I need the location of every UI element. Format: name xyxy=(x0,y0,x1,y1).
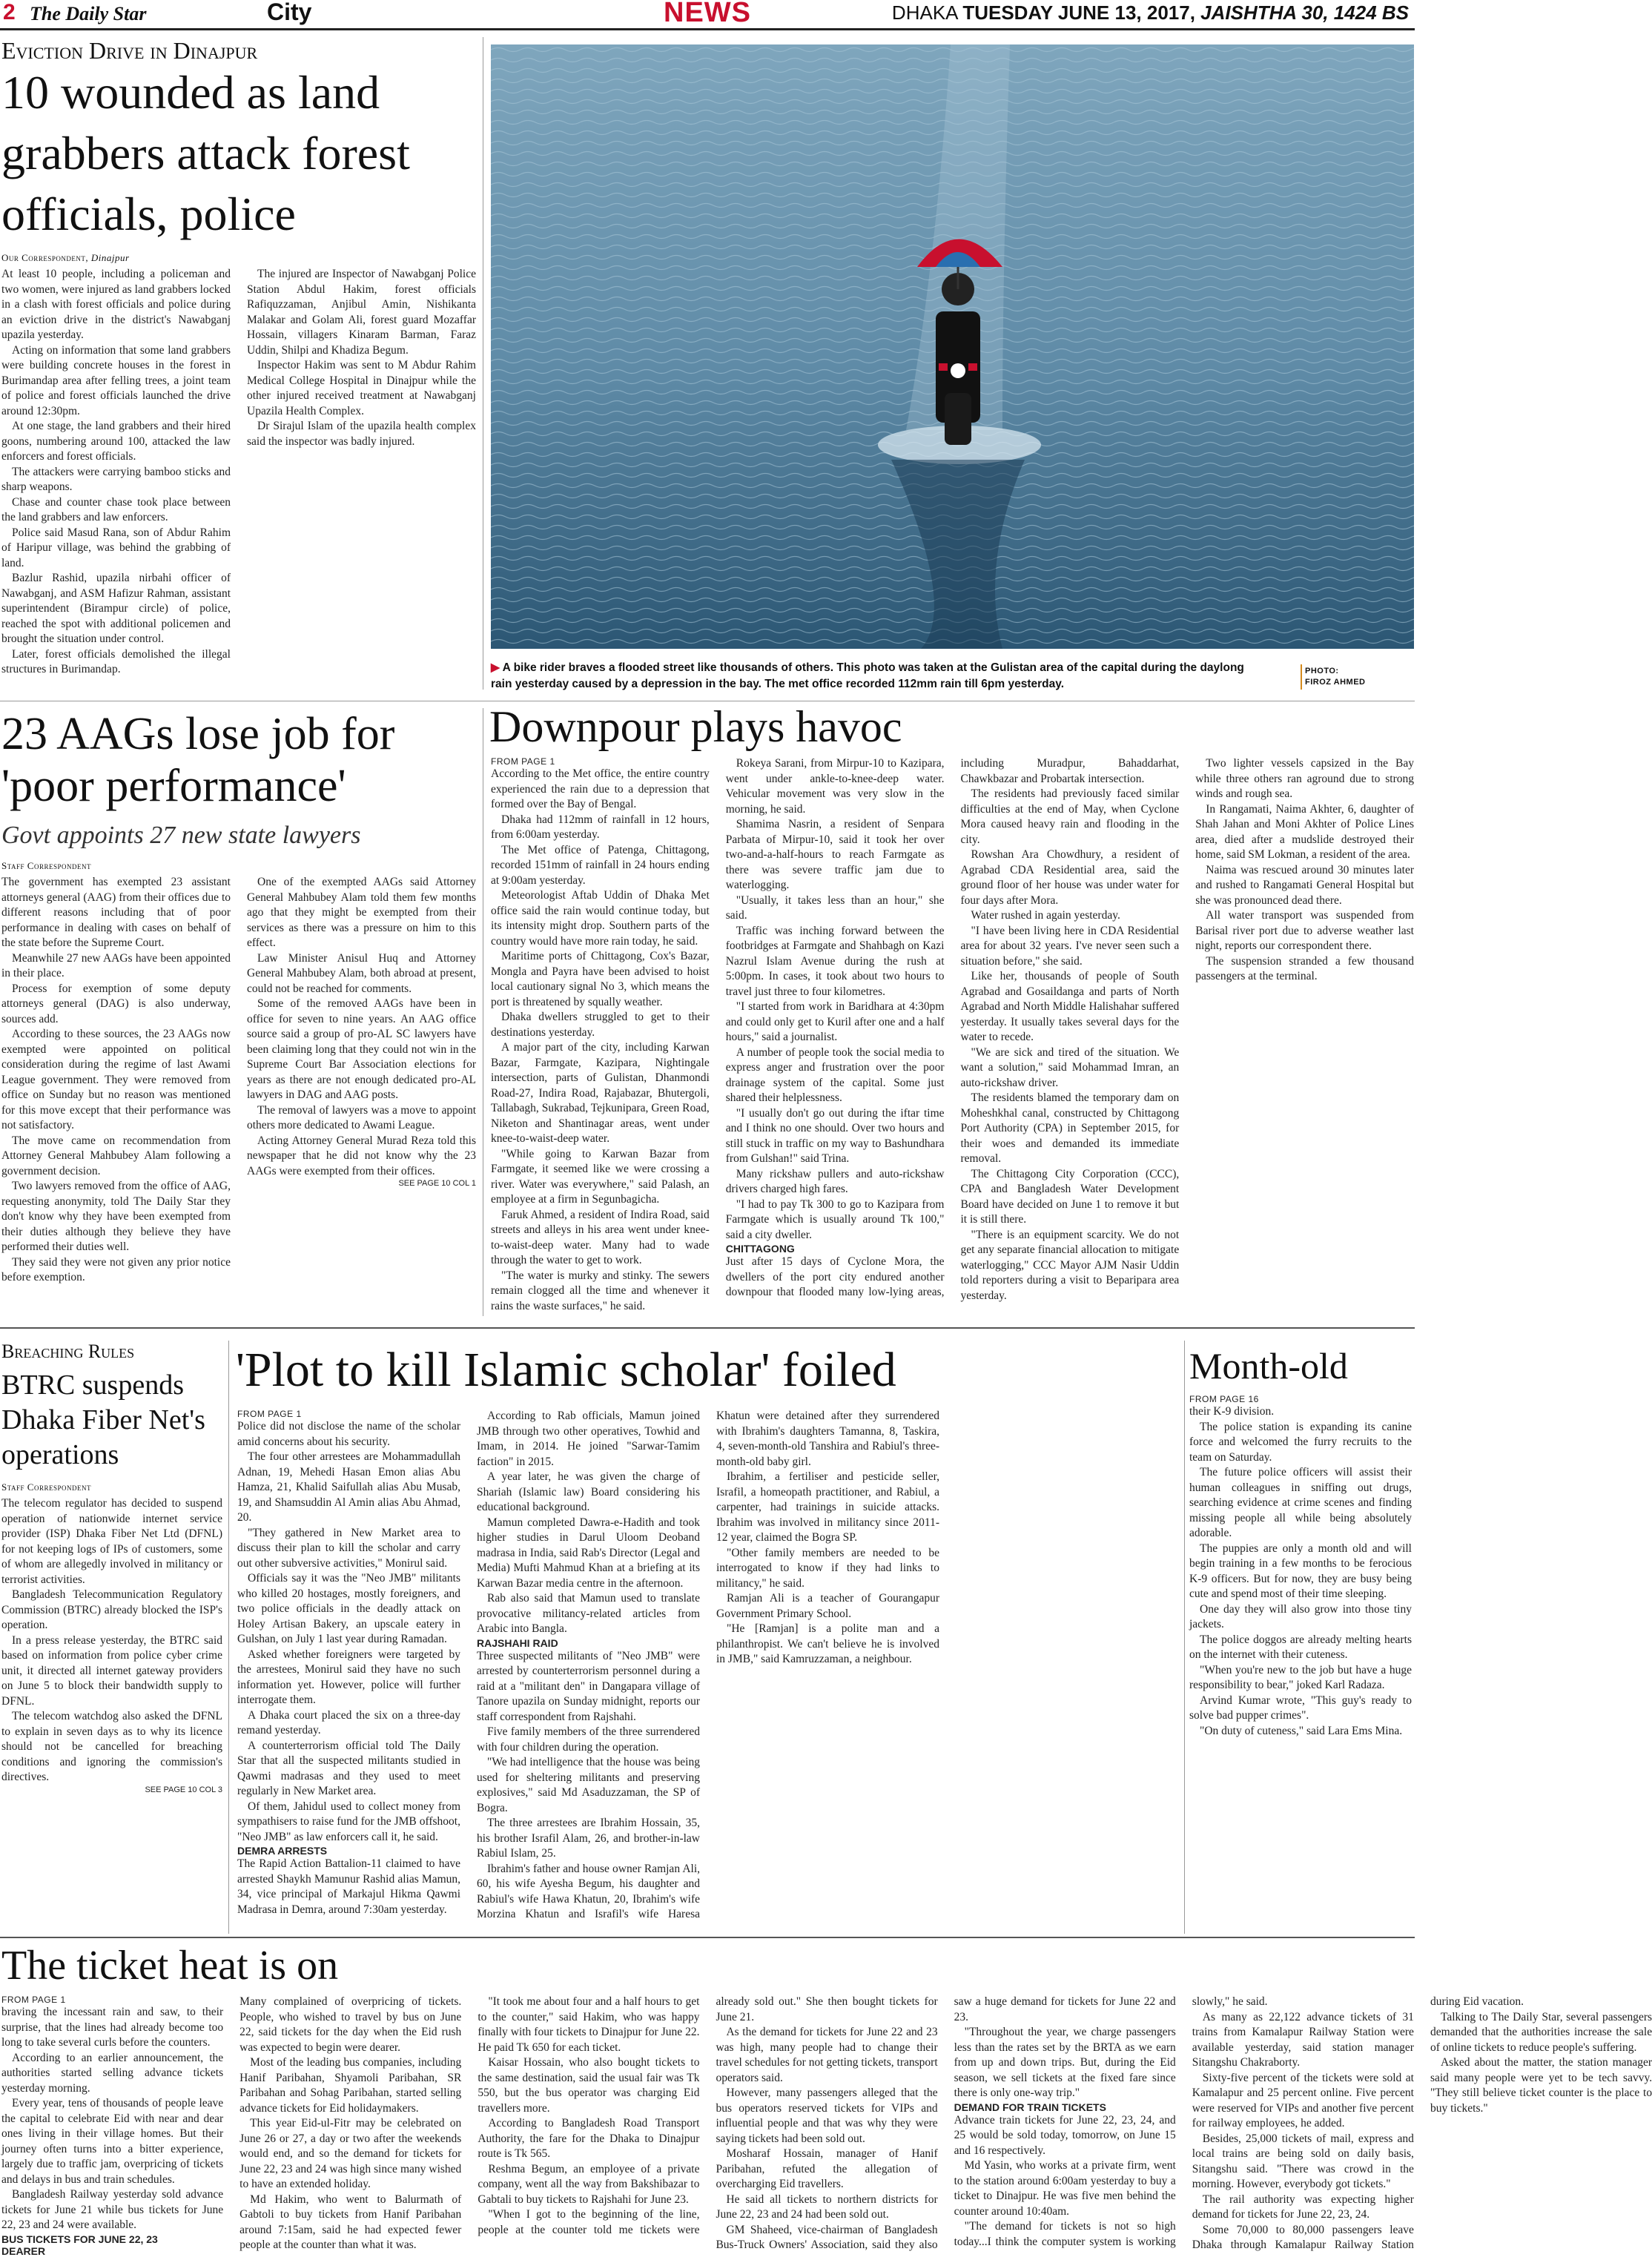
paragraph: According to these sources, the 23 AAGs now exempted were appointed on political consideration during the regime of last Awami League government. They were removed from office on Sunday but no reason was mentioned for this move except that their performance was not satisfactory. xyxy=(1,1028,231,1131)
paragraph: Later, forest officials demolished the illegal structures in Burimandap. xyxy=(1,647,231,675)
paragraph: "I have been living here in CDA Residential area for about 32 years. I've never seen such a situation before," she said. xyxy=(960,924,1180,968)
section-rule xyxy=(0,1327,1415,1329)
paragraph: Just after 15 days of Cyclone Mora, the dwellers of the port city endured another downpour that flooded many low-lying areas, including Muradpur, Bahaddarhat, Chawkbazar and Probartak intersection. xyxy=(725,757,1180,1298)
story6-headline[interactable]: Month-old xyxy=(1189,1345,1348,1387)
story1-headline[interactable]: 10 wounded as land grabbers attack forest officials, police xyxy=(1,66,410,240)
caption-marker-icon: ▶ xyxy=(491,661,503,674)
paragraph: "When I got to the beginning of the line, people at the counter told me tickets were already sold out." She then bought tickets for June 21. xyxy=(478,1995,938,2236)
paragraph: Naima was rescued around 30 minutes later and rushed to Rangamati General Hospital but she was pronounced dead there. xyxy=(1195,863,1414,907)
paragraph: Chase and counter chase took place between the land grabbers and law enforcers. xyxy=(1,495,231,523)
story1-body xyxy=(1,267,476,688)
paragraph: Asked whether foreigners were targeted by the arrestees, Monirul said they have no such information yet. However, police will further interrogate them. xyxy=(237,1648,460,1706)
story5-headline[interactable]: 'Plot to kill Islamic scholar' foiled xyxy=(236,1343,896,1397)
paragraph: A number of people took the social media to express anger and frustration over the poor drainage system of the capital. Some just shared their helplessness. xyxy=(725,1045,945,1104)
paragraph: Like her, thousands of people of South Agrabad and Gosaildanga and parts of North Agrabad and North Middle Halishahar suffered yesterday. It usually takes several days for the water to recede. xyxy=(960,970,1180,1043)
story1-kicker: Eviction Drive in Dinajpur xyxy=(1,37,258,64)
paragraph: Ibrahim's father and house owner Ramjan Ali, 60, his wife Ayesha Begum, his daughter and Rabiul's wife Hawa Khatun, 20, Ibrahim's wife Morzina Khatun and Israfil's wife Haresa Khatun were detained after they surrendered with Ibrahim's daughters Tamanna, 8, Taskira, 4, seven-month-old Tanshira and Rabiul's three-month-old baby girl. xyxy=(477,1410,939,1920)
paragraph: A major part of the city, including Karwan Bazar, Farmgate, Kazipara, Nightingale intersection, parts of Gulistan, Dhanmondi Road-27, Indira Road, Rajabazar, Bhutergoli, Tallabagh, Sukrabad, Tejkunipara, Green Road, Niketon and Shantinagar areas, went under knee-to-waist-deep water. xyxy=(491,1041,710,1145)
paragraph: "We are sick and tired of the situation. We want a solution," said Mohammad Imran, an auto-rickshaw driver. xyxy=(960,1045,1180,1089)
paragraph: A counterterrorism official told The Daily Star that all the suspected militants studied in Qawmi madrasas and they used to meet regularly in New Market area. xyxy=(237,1739,460,1797)
section-name: City xyxy=(267,0,312,25)
paragraph: "I usually don't go out during the iftar time and I think no one should. Over two hours and still stuck in traffic on my way to Bashundhara from Gulshan!" said Trina. xyxy=(725,1106,945,1165)
paragraph: In Rangamati, Naima Akhter, 6, daughter of Shah Jahan and Moni Akhter of Police Lines area, died after a mudslide destroyed their home, said SM Lokman, a resident of the area. xyxy=(1195,802,1414,861)
paragraph: Meanwhile 27 new AAGs have been appointed in their place. xyxy=(1,951,231,979)
paragraph: Acting Attorney General Murad Reza told this newspaper that he did not know why the 23 AAGs were exempted from their offices. xyxy=(247,1134,476,1177)
paragraph: Ramjan Ali is a teacher of Gourangapur Government Primary School. xyxy=(716,1592,939,1620)
paragraph: Two lighter vessels capsized in the Bay while three others ran aground due to strong winds and rough sea. xyxy=(1195,757,1414,800)
paragraph: The suspension stranded a few thousand passengers at the terminal. xyxy=(1195,954,1414,982)
paragraph: The three arrestees are Ibrahim Hossain, 35, his brother Israfil Alam, 26, and brother-in-law Rabiul Islam, 25. xyxy=(477,1817,700,1860)
paragraph: Md Hakim, who went to Balurmath of Gabtoli to buy tickets from Hanif Paribahan around 7:15am, said he had expected fewer people at the counter than what it was. xyxy=(239,2193,462,2251)
paragraph: Advance train tickets for June 22, 23, 24, and 25 would be sold today, tomorrow, on June 15 and 16 respectively. xyxy=(954,2113,1176,2157)
story5-body xyxy=(237,1409,1179,1928)
paragraph: According to the Met office, the entire country experienced the rain due to a depression that formed over the Bay of Bengal. xyxy=(491,767,710,810)
paper-logo: The Daily Star xyxy=(30,3,147,24)
paragraph: Two lawyers removed from the office of AAG, requesting anonymity, told The Daily Star they don't know why they have been exempted from their duties although they believe they have performed their duties well. xyxy=(1,1180,231,1253)
paragraph: Dhaka dwellers struggled to get to their destinations yesterday. xyxy=(491,1011,710,1039)
paragraph: Dhaka had 112mm of rainfall in 12 hours, from 6:00am yesterday. xyxy=(491,813,710,841)
paragraph: Rokeya Sarani, from Mirpur-10 to Kazipara, went under ankle-to-knee-deep water. Vehicular movement was very slow in the morning, he said. xyxy=(725,757,945,816)
paragraph: The Rapid Action Battalion-11 claimed to have arrested Shaykh Mamunur Rashid alias Mamun, 34, vice principal of Markajul Hikma Qawmi Madrasa in Demra, around 7:30am yesterday. xyxy=(237,1857,460,1916)
paragraph: "When you're new to the job but have a huge responsibility to bear," joked Karl Radaza. xyxy=(1189,1663,1412,1691)
paragraph: Mosharaf Hossain, manager of Hanif Paribahan, refuted the allegation of overcharging Eid travellers. xyxy=(716,2147,938,2190)
paragraph: "It took me about four and a half hours to get to the counter," said Hakim, who was happy finally with four tickets to Dinajpur for June 22. He paid Tk 650 for each ticket. xyxy=(478,1995,700,2054)
paragraph: As the demand for tickets for June 22 and 23 was high, many people had to change their travel schedules for not getting tickets, transport operators said. xyxy=(716,2026,938,2084)
flood-photo[interactable] xyxy=(491,44,1414,649)
paragraph: According to an earlier announcement, the authorities started selling advance tickets yesterday morning. xyxy=(1,2051,224,2095)
paragraph: Acting on information that some land grabbers were building concrete houses in the forest in Burimandap area after felling trees, a joint team of police and forest officials launched the drive around 12:30pm. xyxy=(1,343,231,417)
paragraph: The telecom watchdog also asked the DFNL to explain in seven days as to why its licence should not be cancelled for breaching conditions and ignoring the commission's directives. xyxy=(1,1710,222,1783)
story2-headline[interactable]: 23 AAGs lose job for 'poor performance' xyxy=(1,709,395,811)
paragraph: "The demand for tickets is not so high today...I think the computer system is working slowly," he said. xyxy=(954,1995,1268,2248)
credit-bar xyxy=(1301,664,1302,690)
paragraph: The move came on recommendation from Attorney General Mahbubey Alam following a government decision. xyxy=(1,1134,231,1177)
paragraph: Dr Sirajul Islam of the upazila health complex said the inspector was badly injured. xyxy=(247,420,476,448)
paragraph: Sixty-five percent of the tickets were sold at Kamalapur and 25 percent online. Five percent were reserved for VIPs and another five percent for railway employees, he added. xyxy=(1192,2071,1414,2130)
dateline: DHAKA TUESDAY JUNE 13, 2017, JAISHTHA 30, 1424 BS xyxy=(891,1,1409,24)
category-label: NEWS xyxy=(664,0,751,28)
story4-kicker: Breaching Rules xyxy=(1,1341,135,1362)
paragraph: their K-9 division. xyxy=(1189,1405,1275,1418)
story6-body xyxy=(1189,1394,1412,1928)
paragraph: The removal of lawyers was a move to appoint others more dedicated to Awami League. xyxy=(247,1103,476,1131)
paragraph: The puppies are only a month old and will begin training in a few months to be ferocious K-9 officers. But for now, they are busy being cute and spend most of their time sleeping. xyxy=(1189,1542,1412,1600)
paragraph: According to Rab officials, Mamun joined JMB through two other operatives, Towhid and Imam, in 2014. He joined "Sarwar-Tamim faction" in 2015. xyxy=(477,1410,700,1468)
paragraph: The police doggos are already melting hearts on the internet with their cuteness. xyxy=(1189,1633,1412,1661)
paragraph: As many as 22,122 advance tickets of 31 trains from Kamalapur Railway Station were available yesterday, said station manager Sitangshu Chakraborty. xyxy=(1192,2010,1414,2069)
paragraph: "Usually, it takes less than an hour," she said. xyxy=(725,893,945,922)
paragraph: Bangladesh Railway yesterday sold advance tickets for June 21 while bus tickets for June 22, 23 and 24 were available. xyxy=(1,2188,224,2231)
page-number: 2 xyxy=(3,0,16,24)
story2-byline: Staff Correspondent xyxy=(1,860,91,871)
paragraph: Asked about the matter, the station manager said many people were yet to be tech savvy. "They still believe ticket counter is the place to buy tickets." xyxy=(1430,2056,1652,2115)
paragraph: The Chittagong City Corporation (CCC), CPA and Bangladesh Water Development Board have decided on June 1 to remove it but it is still there. xyxy=(960,1167,1180,1226)
paragraph: Rab also said that Mamun used to translate provocative militancy-related articles from Arabic into Bangla. xyxy=(477,1592,700,1635)
paragraph: Three suspected militants of "Neo JMB" were arrested by counterterrorism personnel during a raid at a "militant den" in Dangapara village of Tanore upazila on Sunday midnight, reports our staff correspondent from Rajshahi. xyxy=(477,1649,700,1723)
column-divider xyxy=(1184,1341,1185,1934)
paragraph: "The water is murky and stinky. The sewers remain clogged all the time and whenever it rains the waste surfaces," he said. xyxy=(491,1269,710,1312)
paragraph: All water transport was suspended from Barisal river port due to adverse weather last night, reports our correspondent there. xyxy=(1195,909,1414,952)
paragraph: Mamun completed Dawra-e-Hadith and took higher studies in Darul Uloom Deoband madrasa in India, said Rab's Director (Legal and Media) Mufti Mahmud Khan at a briefing at its Karwan Bazar media centre in the afternoon. xyxy=(477,1516,700,1590)
photo-caption: ▶ A bike rider braves a flooded street like thousands of others. This photo was taken at the Gulistan area of the capital during the daylong rain yesterday caused by a depression in the bay. The met office recorded 112mm rain till 6pm yesterday. xyxy=(491,661,1244,690)
paragraph: Every year, tens of thousands of people leave the capital to celebrate Eid with near and dear ones living in their village homes. But their journey often turns into a bitter experience, largely due to traffic jam, overpricing of tickets and delays in bus and train schedules. xyxy=(1,2097,224,2186)
from-page-label: FROM PAGE 16 xyxy=(1189,1394,1259,1404)
paragraph: Of them, Jahidul used to collect money from sympathisers to raise fund for the JMB offshoot, "Neo JMB" as law enforcers call it, he said. xyxy=(237,1800,460,1843)
paragraph: Rowshan Ara Chowdhury, a resident of Agrabad CDA Residential area, said the ground floor of her house was under water for four days after Mora. xyxy=(960,848,1180,907)
paragraph: One of the exempted AAGs said Attorney General Mahbubey Alam told them few months ago that they might be exempted from their services as there was a pressure on him to this effect. xyxy=(247,876,476,949)
continued-link: SEE PAGE 10 COL 1 xyxy=(398,1179,476,1188)
paragraph: "While going to Karwan Bazar from Farmgate, it seemed like we were crossing a river. Water was everywhere," said Palash, an employee at a firm in Segunbagicha. xyxy=(491,1147,710,1206)
paragraph: The government has exempted 23 assistant attorneys general (AAG) from their offices due to different reasons including that of poor performance in dealing with cases on behalf of the state before the Supreme Court. xyxy=(1,876,231,949)
section-subhead: DEARER xyxy=(1,2244,46,2257)
paragraph: Inspector Hakim was sent to M Abdur Rahim Medical College Hospital in Dinajpur while the other injured received treatment at Nawabganj Upazila Health Complex. xyxy=(247,359,476,417)
paragraph: The Met office of Patenga, Chittagong, recorded 151mm of rainfall in 24 hours ending at 9:00am yesterday. xyxy=(491,843,710,887)
paragraph: The residents had previously faced similar difficulties at the end of May, when Cyclone Mora caused heavy rain and flooding in the city. xyxy=(960,787,1180,846)
paragraph: Arvind Kumar wrote, "This guy's ready to solve bad pupper crimes". xyxy=(1189,1694,1412,1722)
paragraph: A Dhaka court placed the six on a three-day remand yesterday. xyxy=(237,1708,460,1737)
paragraph: At one stage, the land grabbers and their hired goons, numbering around 100, attacked the law enforcers and forest officials. xyxy=(1,420,231,463)
paragraph: Most of the leading bus companies, including Hanif Paribahan, Shyamoli Paribahan, SR Paribahan and Sohag Paribahan, started selling advance tickets for Eid holidaymakers. xyxy=(239,2056,462,2115)
paragraph: Faruk Ahmed, a resident of Indira Road, said streets and alleys in his area went under knee-to-waist-deep water. Many had to wade through the water to get to work. xyxy=(491,1208,710,1266)
paragraph: "I started from work in Baridhara at 4:30pm and could only get to Kuril after one and a half hours," said a journalist. xyxy=(725,1000,945,1043)
photo-credit: PHOTO: FIROZ AHMED xyxy=(1305,667,1366,687)
paragraph: Talking to The Daily Star, several passengers demanded that the authorities increase the sale of online tickets to reduce people's suffering. xyxy=(1430,2010,1652,2054)
paragraph: The injured are Inspector of Nawabganj Police Station Abdul Hakim, forest officials Rafiquzzaman, Anjibul Amin, Nishikanta Malakar and Golam Ali, forest guard Mozaffar Hossain, villagers Kinaram Barman, Faraz Uddin, Shilpi and Khadiza Begum. xyxy=(247,268,476,357)
paragraph: Some of the removed AAGs have been in office for seven to nine years. An AAG office source said a group of pro-AL SC lawyers have been claiming long that they could not win in the Supreme Court Bar Association elections for years as there are not enough dedicated pro-AL lawyers in DAG and AAG posts. xyxy=(247,997,476,1101)
paragraph: Kaisar Hossain, who also bought tickets to the same destination, said the usual fair was Tk 550, but the bus operator was charging Eid travellers more. xyxy=(478,2056,700,2115)
paragraph: "On duty of cuteness," said Lara Ems Mina. xyxy=(1200,1724,1403,1737)
paragraph: Law Minister Anisul Huq and Attorney General Mahbubey Alam, both abroad at present, could not be reached for comments. xyxy=(247,951,476,995)
paragraph: Reshma Begum, an employee of a private company, went all the way from Bakshibazar to Gabtali to buy tickets to Rajshahi for June 23. xyxy=(478,2162,700,2206)
paragraph: Water rushed in again yesterday. xyxy=(971,909,1120,922)
paragraph: According to Bangladesh Road Transport Authority, the fare for the Dhaka to Dinajpur route is Tk 565. xyxy=(478,2117,700,2160)
story7-body xyxy=(1,1995,1652,2258)
story1-byline: Our Correspondent, Dinajpur xyxy=(1,252,130,263)
photo-illustration xyxy=(491,44,1414,649)
column-divider xyxy=(228,1341,229,1934)
paragraph: Process for exemption of some deputy attorneys general (DAG) is also underway, sources add. xyxy=(1,982,231,1025)
paragraph: Five family members of the three surrendered with four children during the operation. xyxy=(477,1725,700,1754)
masthead xyxy=(0,0,1415,27)
paragraph: Maritime ports of Chittagong, Cox's Bazar, Mongla and Payra have been advised to hoist local cautionary signal No 3, which means the port is threatened by squally weather. xyxy=(491,950,710,1008)
story7-headline[interactable]: The ticket heat is on xyxy=(1,1943,339,1989)
paragraph: Police did not disclose the name of the scholar amid concerns about his security. xyxy=(237,1420,460,1448)
section-subhead: DEMRA ARRESTS xyxy=(237,1845,328,1857)
story4-byline: Staff Correspondent xyxy=(1,1481,91,1493)
paragraph: Md Yasin, who works at a private firm, went to the station around 6:00am yesterday to buy a ticket to Dinajpur. He was five men behind the counter around 10:40am. xyxy=(954,2159,1176,2218)
paragraph: The police station is expanding its canine force and welcomed the furry recruits to the team on Saturday. xyxy=(1189,1420,1412,1464)
paragraph: In a press release yesterday, the BTRC said based on information from police cyber crime unit, it directed all internet gateway providers on June 5 to block their bandwidth supply to DFNL. xyxy=(1,1633,222,1708)
paragraph: He said all tickets to northern districts for June 22, 23 and 24 had been sold out. xyxy=(716,2193,938,2221)
paragraph: Meteorologist Aftab Uddin of Dhaka Met office said the rain would continue today, but its intensity might drop. Southern parts of the country would have more rain today, he said. xyxy=(491,889,710,948)
from-page-label: FROM PAGE 1 xyxy=(491,756,555,767)
paragraph: One day they will also grow into those tiny jackets. xyxy=(1189,1602,1412,1630)
paragraph: The attackers were carrying bamboo sticks and sharp weapons. xyxy=(1,465,231,493)
paragraph: Bangladesh Telecommunication Regulatory Commission (BTRC) already blocked the ISP's operation. xyxy=(1,1588,222,1631)
paragraph: "He [Ramjan] is a polite man and a philanthropist. We can't believe he is involved in JMB," said Kamruzzaman, a neighbour. xyxy=(716,1622,939,1665)
story2-body xyxy=(1,875,476,1305)
paragraph: This year Eid-ul-Fitr may be celebrated on June 26 or 27, a day or two after the weekends would end, and so the demand for tickets for June 22, 23 and 24 was high since many wished to have an extended holiday. xyxy=(239,2117,462,2190)
paragraph: However, many passengers alleged that the bus operators reserved tickets for VIPs and influential people and that was why they were saying tickets had been sold out. xyxy=(716,2086,938,2145)
paragraph: "I had to pay Tk 300 to go to Kazipara from Farmgate which is usually around Tk 100," said a city dweller. xyxy=(725,1197,945,1241)
from-page-label: FROM PAGE 1 xyxy=(1,1995,66,2005)
continued-link: SEE PAGE 10 COL 3 xyxy=(145,1785,222,1794)
story2-subhead: Govt appoints 27 new state lawyers xyxy=(1,822,361,849)
paragraph: "We had intelligence that the house was being used for sheltering militants and preserving explosives," said Md Asaduzzaman, the SP of Bogra. xyxy=(477,1756,700,1814)
paragraph: Ibrahim, a fertiliser and pesticide seller, Israfil, a homeopath practitioner, and Rabiul, a carpenter, had trainings in suicide attacks. Ibrahim was involved in militancy since 2011-12 year, claimed the Bogra SP. xyxy=(716,1470,939,1544)
paragraph: Officials say it was the "Neo JMB" militants who killed 20 hostages, mostly foreigners, and two police officials in the deadly attack on Holey Artisan Bakery, an upscale eatery in Gulshan, on July 1 last year during Ramadan. xyxy=(237,1572,460,1645)
paragraph: Many rickshaw pullers and auto-rickshaw drivers charged high fares. xyxy=(725,1167,945,1195)
story3-body xyxy=(491,756,1414,1316)
paragraph: Traffic was inching forward between the footbridges at Farmgate and Shahbagh on Kazi Nazrul Islam Avenue during the rush at 5:00pm. In cases, it took about two hours to travel just three to four kilometres. xyxy=(725,924,945,998)
story3-headline[interactable]: Downpour plays havoc xyxy=(489,702,902,751)
paragraph: Bazlur Rashid, upazila nirbahi officer of Nawabganj, and ASM Hafizur Rahman, assistant superintendent (Birampur circle) of police, reached the spot with additional policemen and brought the situation under control. xyxy=(1,572,231,645)
paragraph: The telecom regulator has decided to suspend operation of nationwide internet service provider (ISP) Dhaka Fiber Net Ltd (DFNL) for not keeping logs of IPs of customers, some of whom are allegedly involved in militancy or terrorist activities. xyxy=(1,1497,222,1586)
paragraph: Besides, 25,000 tickets of mail, express and local trains are being sold on daily basis, Sitangshu said. "There was crowd in the morning. However, everybody got tickets." xyxy=(1192,2132,1414,2190)
paragraph: GM Shaheed, vice-chairman of Bangladesh Bus-Truck Owners' Association, said they also saw a huge demand for tickets for June 22 and 23. xyxy=(716,1995,1176,2251)
story4-headline[interactable]: BTRC suspends Dhaka Fiber Net's operations xyxy=(1,1369,205,1470)
masthead-rule xyxy=(0,28,1415,30)
paragraph: The rail authority was expecting higher demand for tickets for June 22, 23, 24. xyxy=(1192,2193,1414,2221)
section-rule xyxy=(0,1937,1415,1938)
paragraph: braving the incessant rain and saw, to their surprise, that the lines had already become too long to take several curls before the counters. xyxy=(1,2006,224,2049)
paragraph: The four other arrestees are Mohammadullah Adnan, 19, Mehedi Hasan Emon alias Abu Hamza, 21, Khalid Saifullah alias Abu Musab, 19, and Shamsuddin Al Amin alias Abu Ahmad, 20. xyxy=(237,1450,460,1524)
paragraph: "There is an equipment scarcity. We do not get any separate financial allocation to mitigate waterlogging," CCC Mayor AJM Nasir Uddin told reporters during a visit to Beparipara area yesterday. xyxy=(960,1228,1180,1302)
section-subhead: RAJSHAHI RAID xyxy=(477,1636,558,1649)
paragraph: A year later, he was given the charge of Shariah (Islamic law) Board considering his educational background. xyxy=(477,1470,700,1513)
paragraph: "Other family members are needed to be interrogated to know if they had links to militancy," he said. xyxy=(716,1546,939,1590)
story4-body xyxy=(1,1496,222,1919)
paragraph: The future police officers will assist their human colleagues in sniffing out drugs, searching evidence at crime scenes and finding missing people all while being absolutely adorable. xyxy=(1189,1466,1412,1539)
section-subhead: BUS TICKETS FOR JUNE 22, 23 xyxy=(1,2233,158,2245)
section-subhead: CHITTAGONG xyxy=(725,1243,795,1255)
paragraph: They said they were not given any prior notice before exemption. xyxy=(1,1255,231,1283)
from-page-label: FROM PAGE 1 xyxy=(237,1409,302,1419)
paragraph: Many complained of overpricing of tickets. People, who wished to travel by bus on June 22, said tickets for the day when the Eid rush was expected to begin were dearer. xyxy=(239,1995,462,2054)
paragraph: "They gathered in New Market area to discuss their plan to kill the scholar and carry out other subversive activities," Monirul said. xyxy=(237,1526,460,1570)
paragraph: The residents blamed the temporary dam on Moheshkhal canal, constructed by Chittagong Port Authority (CPA) in September 2015, for their woes and demanded its immediate removal. xyxy=(960,1091,1180,1165)
paragraph: "Throughout the year, we charge passengers less than the rates set by the BRTA as we earn from up and down trips. But, during the Eid season, we sell tickets at the fixed fare since there is only one-way trip." xyxy=(954,2026,1176,2099)
paragraph: Shamima Nasrin, a resident of Senpara Parbata of Mirpur-10, said it took her over two-and-a-half-hours to reach Farmgate as there was severe traffic jam due to waterlogging. xyxy=(725,818,945,891)
section-subhead: DEMAND FOR TRAIN TICKETS xyxy=(954,2101,1106,2113)
paragraph: Police said Masud Rana, son of Abdur Rahim of Haripur village, was behind the grabbing of land. xyxy=(1,526,231,569)
paragraph: Some 70,000 to 80,000 passengers leave Dhaka through Kamalapur Railway Station during Eid vacation. xyxy=(1192,1995,1524,2251)
paragraph: At least 10 people, including a policeman and two women, were injured as land grabbers locked in a clash with forest officials and police during an eviction drive in the district's Nawabganj upazila yesterday. xyxy=(1,268,231,341)
